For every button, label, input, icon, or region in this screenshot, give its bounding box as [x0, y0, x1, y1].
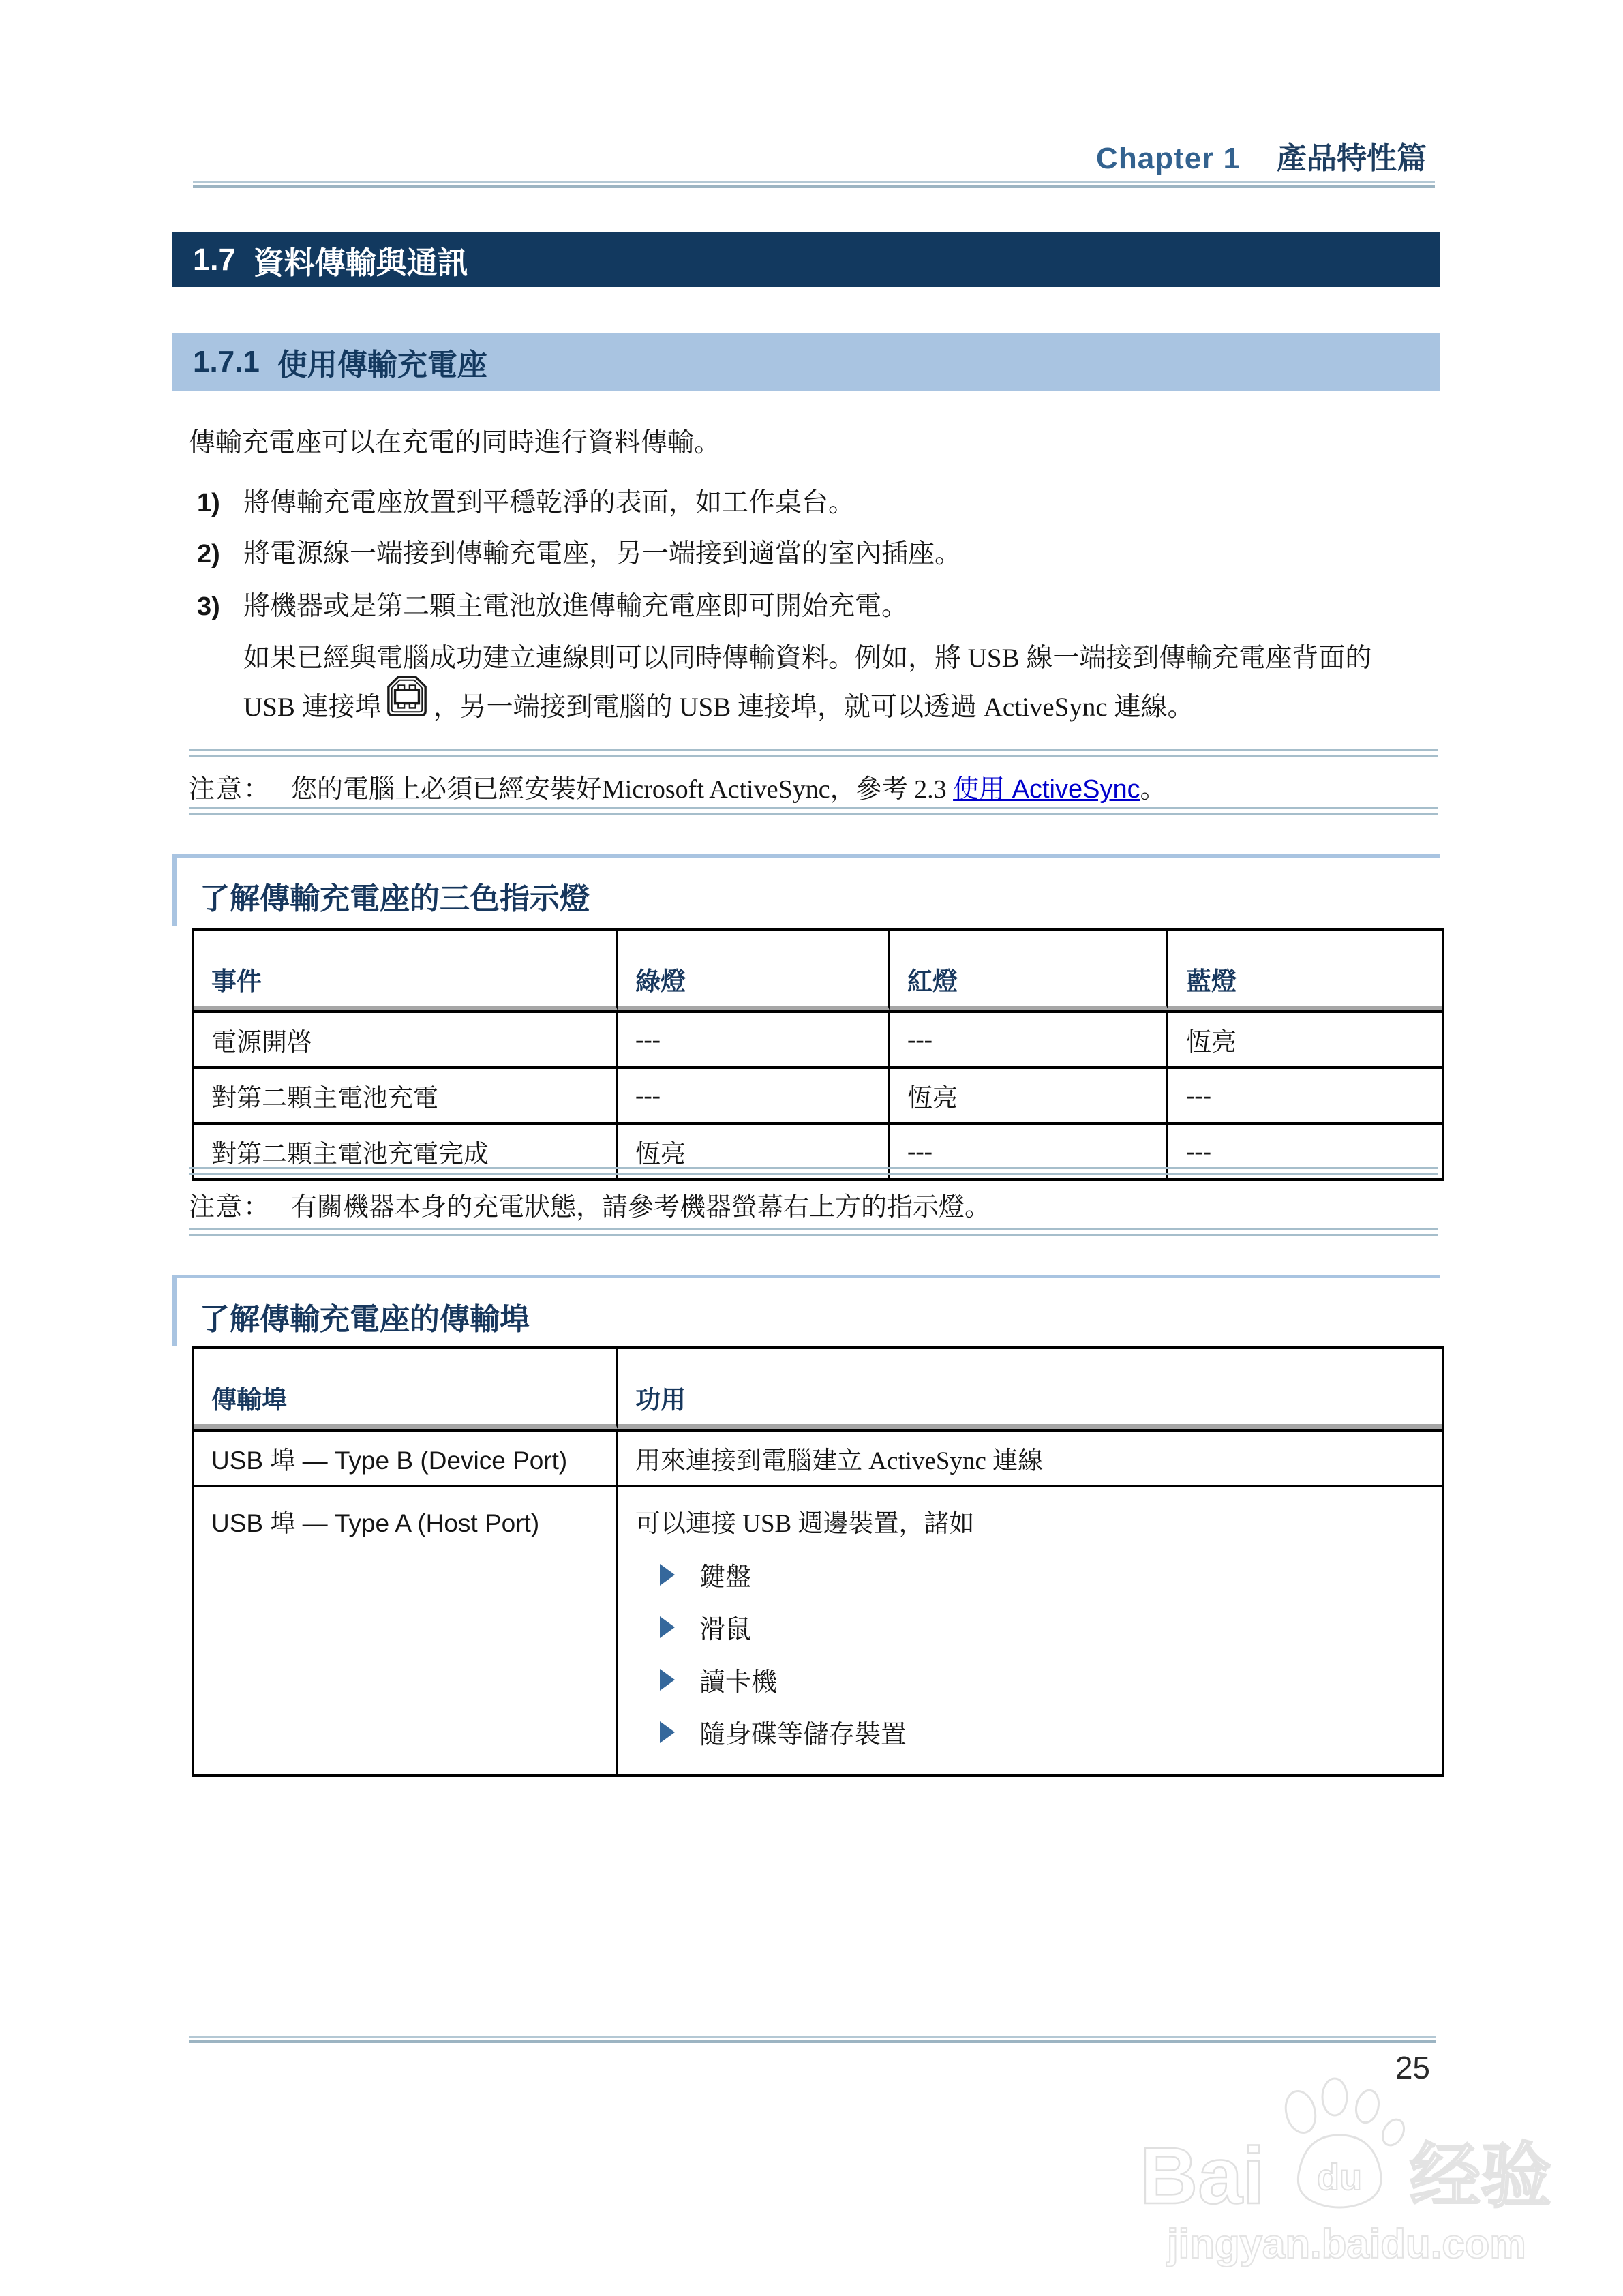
cell-blue: ---	[1168, 1122, 1442, 1178]
cell-port-desc: 用來連接到電腦建立 ActiveSync 連線	[618, 1429, 1442, 1485]
step-item	[197, 532, 961, 571]
watermark-brand-du: du	[1317, 2157, 1362, 2198]
chapter-label: Chapter 1	[1096, 142, 1241, 175]
page-number: 25	[1395, 2050, 1430, 2085]
col-header-red: 紅燈	[890, 931, 1168, 1010]
note-label: 注意：	[189, 1193, 271, 1222]
list-item	[658, 1713, 1442, 1751]
note1-text-end: 。	[1140, 775, 1166, 804]
usb-type-b-port-icon	[386, 675, 428, 724]
note2-text: 有關機器本身的充電狀態，請參考機器螢幕右上方的指示燈。	[291, 1193, 991, 1222]
arrow-right-icon	[658, 1667, 676, 1692]
note1	[189, 768, 1166, 805]
col-header-green: 綠燈	[618, 931, 890, 1010]
note-divider-bottom	[189, 1228, 1438, 1236]
step-number: 3)	[197, 592, 220, 621]
list-item	[658, 1608, 1442, 1646]
step3-detail-line2	[243, 675, 1194, 724]
activesync-link[interactable]: 使用 ActiveSync	[953, 775, 1140, 804]
col-header-port: 傳輸埠	[194, 1349, 618, 1429]
section-title: 資料傳輸與通訊	[253, 245, 468, 280]
watermark-brand-suffix: 经验	[1410, 2137, 1552, 2216]
step-item	[197, 585, 908, 623]
list-item-label: 鍵盤	[699, 1563, 752, 1592]
cell-port-desc	[618, 1485, 1442, 1774]
intro-paragraph: 傳輸充電座可以在充電的同時進行資料傳輸。	[189, 428, 721, 457]
step-item	[197, 481, 855, 519]
port-section-heading: 了解傳輸充電座的傳輸埠	[172, 1275, 1440, 1346]
list-item	[658, 1661, 1442, 1698]
note-divider-top	[189, 1167, 1438, 1175]
cell-green: ---	[618, 1066, 890, 1122]
cell-port-name: USB 埠 — Type B (Device Port)	[194, 1429, 618, 1485]
usb-device-list	[658, 1556, 1442, 1751]
table-row	[194, 1485, 1442, 1774]
watermark-brand-bai: Bai	[1140, 2131, 1265, 2221]
cell-event: 對第二顆主電池充電完成	[194, 1122, 618, 1178]
subsection-number: 1.7.1	[193, 345, 260, 378]
port-desc-text: 可以連接 USB 週邊裝置，諸如	[635, 1510, 975, 1538]
led-section-heading: 了解傳輸充電座的三色指示燈	[172, 854, 1440, 926]
step-number: 2)	[197, 540, 220, 569]
baidu-jingyan-watermark	[1132, 2072, 1575, 2280]
transfer-port-table	[192, 1346, 1444, 1777]
cell-event: 對第二顆主電池充電	[194, 1066, 618, 1122]
cell-green: 恆亮	[618, 1122, 890, 1178]
cell-port-name: USB 埠 — Type A (Host Port)	[194, 1485, 618, 1774]
arrow-right-icon	[658, 1615, 676, 1640]
section-number: 1.7	[193, 242, 236, 277]
cell-red: ---	[890, 1010, 1168, 1066]
step-text: 將電源線一端接到傳輸充電座，另一端接到適當的室內插座。	[243, 539, 962, 569]
arrow-right-icon	[658, 1562, 676, 1587]
step3-detail-pre: USB 連接埠	[243, 693, 382, 722]
col-header-event: 事件	[194, 931, 618, 1010]
chapter-title: 產品特性篇	[1277, 142, 1427, 175]
subsection-title: 使用傳輸充電座	[277, 348, 487, 382]
cell-green: ---	[618, 1010, 890, 1066]
subsection-title-bar	[172, 333, 1440, 391]
list-item-label: 讀卡機	[699, 1668, 778, 1697]
step-number: 1)	[197, 489, 220, 517]
table-header-row	[194, 931, 1442, 1010]
cell-red: 恆亮	[890, 1066, 1168, 1122]
list-item-label: 滑鼠	[699, 1616, 752, 1644]
footer-divider	[189, 2036, 1436, 2043]
cell-event: 電源開啓	[194, 1010, 618, 1066]
list-item	[658, 1556, 1442, 1593]
table-row	[194, 1429, 1442, 1485]
table-row	[194, 1066, 1442, 1122]
header-divider	[193, 181, 1435, 188]
col-header-function: 功用	[618, 1349, 1442, 1429]
note2	[189, 1185, 990, 1223]
arrow-right-icon	[658, 1720, 676, 1744]
step3-detail-line1: 如果已經與電腦成功建立連線則可以同時傳輸資料。例如，將 USB 線一端接到傳輸充電座背面的	[243, 644, 1372, 673]
col-header-blue: 藍燈	[1168, 931, 1442, 1010]
cell-blue: 恆亮	[1168, 1010, 1442, 1066]
step-text: 將傳輸充電座放置到平穩乾淨的表面，如工作桌台。	[243, 488, 855, 517]
chapter-header	[193, 134, 1427, 177]
cell-red: ---	[890, 1122, 1168, 1178]
cell-blue: ---	[1168, 1066, 1442, 1122]
table-row	[194, 1010, 1442, 1066]
note-divider-bottom	[189, 807, 1438, 815]
step3-detail-post: ，另一端接到電腦的 USB 連接埠，就可以透過 ActiveSync 連線。	[433, 693, 1194, 722]
step-text: 將機器或是第二顆主電池放進傳輸充電座即可開始充電。	[243, 592, 909, 621]
list-item-label: 隨身碟等儲存裝置	[699, 1721, 907, 1749]
note-label: 注意：	[189, 775, 271, 804]
table-header-row	[194, 1349, 1442, 1429]
led-status-table	[192, 928, 1444, 1181]
watermark-site-url: jingyan.baidu.com	[1167, 2221, 1526, 2267]
section-title-bar	[172, 232, 1440, 287]
note1-text: 您的電腦上必須已經安裝好Microsoft ActiveSync，參考 2.3	[291, 775, 954, 804]
note-divider-top	[189, 749, 1438, 757]
